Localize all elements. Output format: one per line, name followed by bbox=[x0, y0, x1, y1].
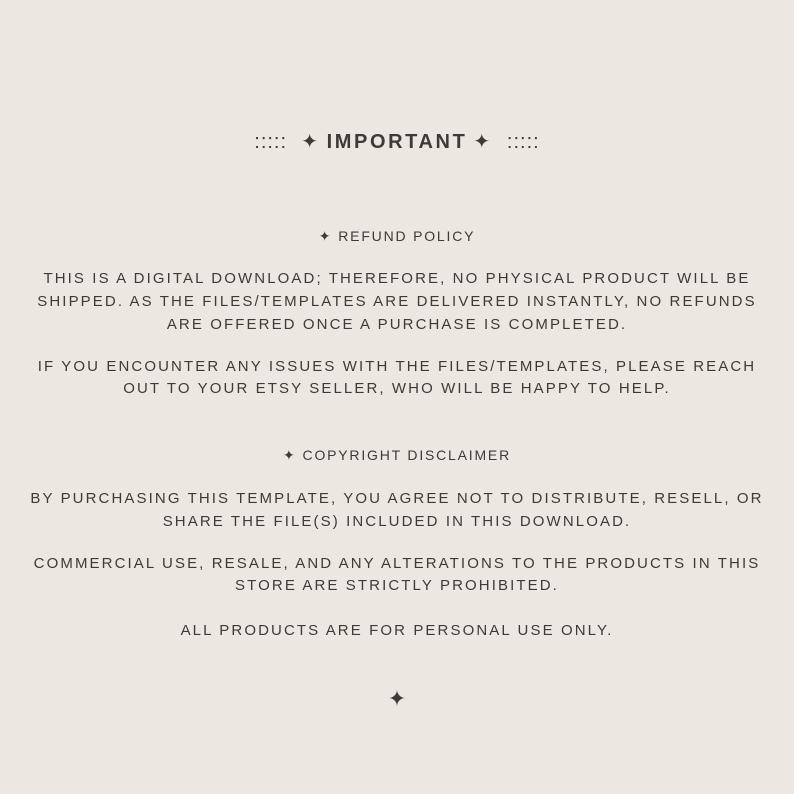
copyright-para1-line1: BY PURCHASING THIS TEMPLATE, YOU AGREE NOT TO DISTRIBUTE, RESELL, OR bbox=[30, 490, 764, 507]
refund-para2-line1: IF YOU ENCOUNTER ANY ISSUES WITH THE FILES/TEMPLATES, PLEASE REACH bbox=[37, 358, 757, 375]
copyright-para2-line2: STORE ARE STRICTLY PROHIBITED. bbox=[235, 577, 559, 594]
sparkle-icon: ✦ bbox=[318, 228, 333, 244]
title-text: IMPORTANT bbox=[326, 131, 468, 153]
sparkle-icon: ✦ bbox=[283, 447, 297, 463]
copyright-para3-line1: ALL PRODUCTS ARE FOR PERSONAL USE ONLY. bbox=[180, 622, 614, 639]
sparkle-icon-right: ✦ bbox=[473, 131, 493, 153]
copyright-para2-line1: COMMERCIAL USE, RESALE, AND ANY ALTERATIONS TO THE PRODUCTS IN THIS bbox=[33, 555, 761, 572]
sparkle-icon-left: ✦ bbox=[301, 131, 321, 153]
dots-left: ::::: bbox=[254, 131, 288, 153]
refund-policy-heading bbox=[0, 225, 794, 247]
copyright-heading-text: COPYRIGHT DISCLAIMER bbox=[302, 447, 511, 463]
dots-right: ::::: bbox=[506, 131, 540, 153]
refund-para1-line2: SHIPPED. AS THE FILES/TEMPLATES ARE DELIVERED INSTANTLY, NO REFUNDS bbox=[37, 293, 757, 310]
copyright-para1-line2: SHARE THE FILE(S) INCLUDED IN THIS DOWNLOAD. bbox=[162, 513, 632, 530]
refund-heading-text: REFUND POLICY bbox=[338, 228, 476, 244]
refund-para1-line1: THIS IS A DIGITAL DOWNLOAD; THEREFORE, NO PHYSICAL PRODUCT WILL BE bbox=[43, 270, 751, 287]
sparkle-icon-footer: ✦ bbox=[387, 686, 407, 711]
refund-para2-line2: OUT TO YOUR ETSY SELLER, WHO WILL BE HAPPY TO HELP. bbox=[123, 380, 671, 397]
copyright-disclaimer-heading bbox=[0, 444, 794, 466]
refund-para1-line3: ARE OFFERED ONCE A PURCHASE IS COMPLETED. bbox=[166, 316, 628, 333]
page-title bbox=[0, 128, 794, 156]
